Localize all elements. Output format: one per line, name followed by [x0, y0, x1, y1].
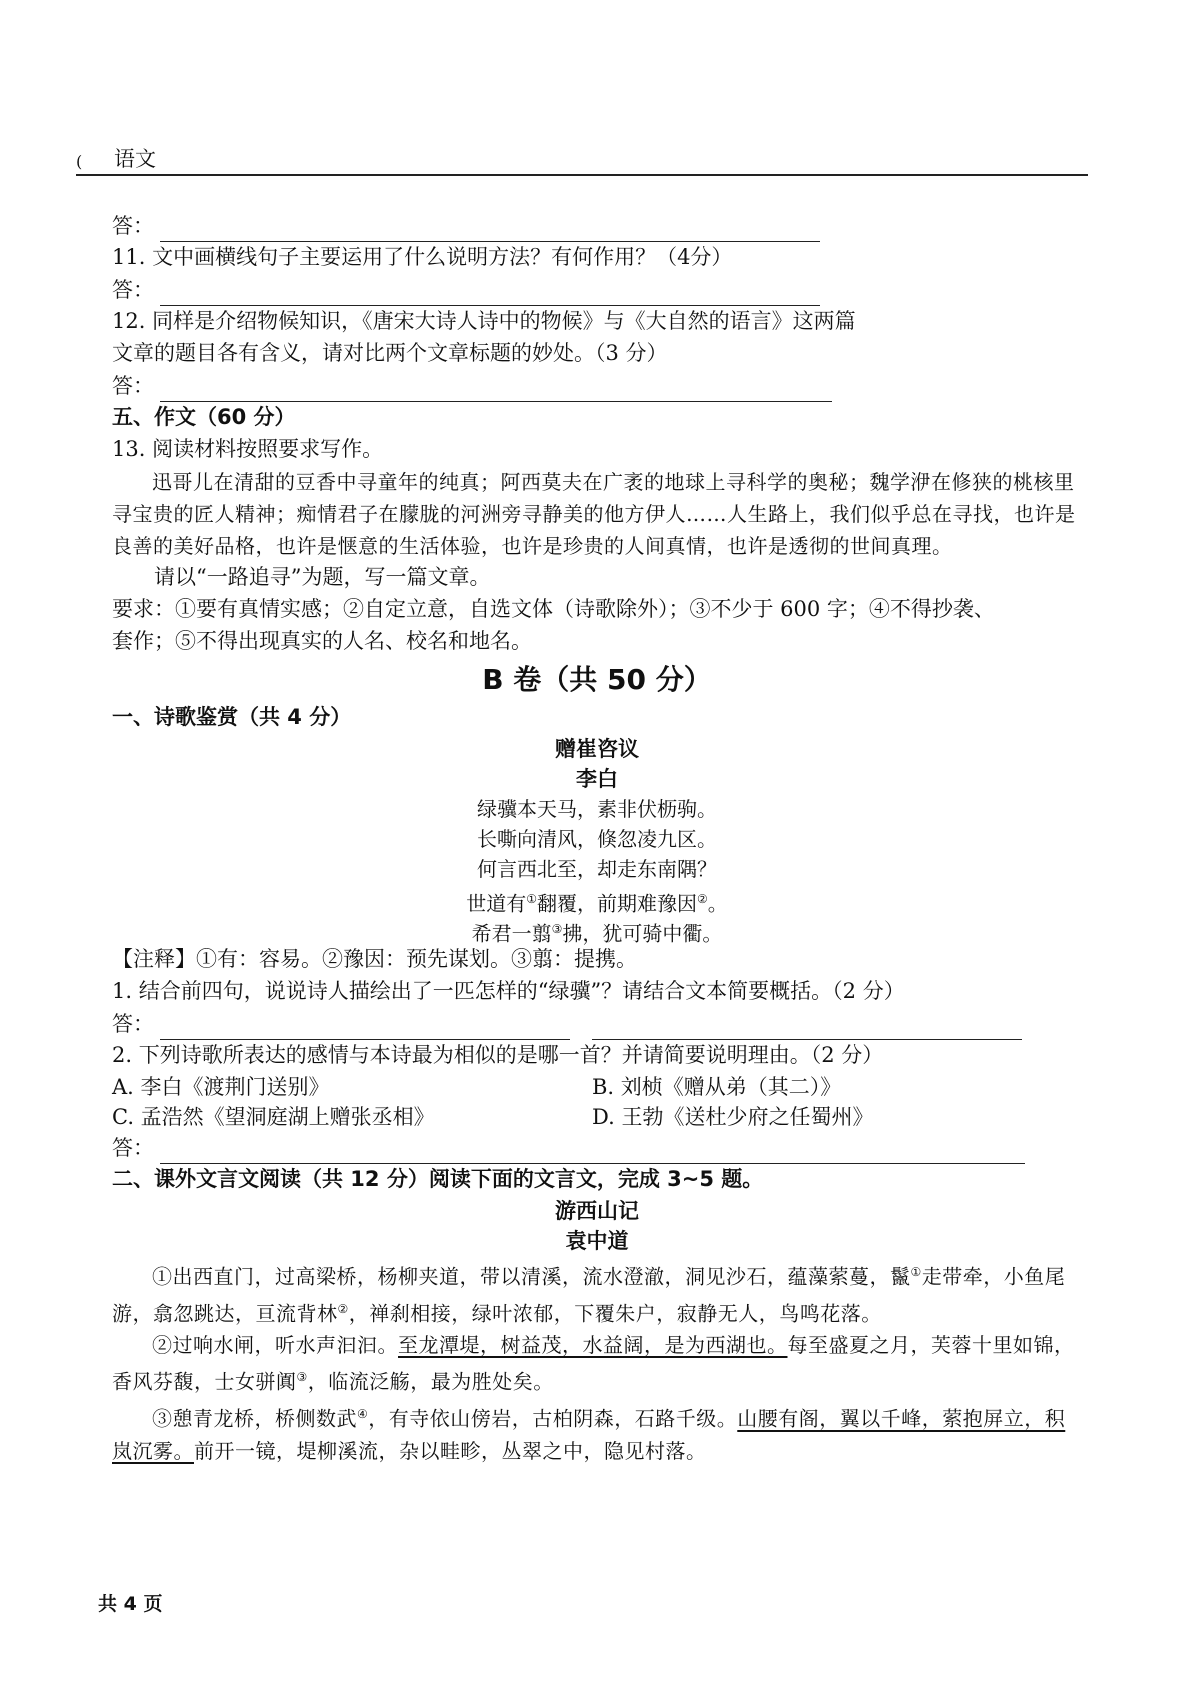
answer-label: 答： — [112, 1011, 154, 1036]
answer-rule — [160, 1143, 1025, 1164]
poem-title: 赠崔咨议 — [555, 737, 639, 761]
prose-text: ，有寺依山傍岩，古柏阴森，石路千级。 — [368, 1406, 738, 1431]
note-marker: ① — [526, 892, 537, 906]
note-marker: ② — [337, 1301, 349, 1316]
poem-text: 希君一翦 — [471, 921, 552, 946]
answer-line — [112, 210, 1082, 242]
answer-line — [112, 370, 1082, 402]
b-question-2: 2. 下列诗歌所表达的感情与本诗最为相似的是哪一首？并请简要说明理由。（2 分） — [112, 1043, 884, 1067]
answer-rule — [160, 221, 820, 242]
answer-label: 答： — [112, 373, 154, 398]
essay-material: 迅哥儿在清甜的豆香中寻童年的纯真；阿西莫夫在广袤的地球上寻科学的奥秘；魏学洢在修狭的桃核里寻宝贵的匠人精神；痴情君子在朦胧的河洲旁寻静美的他方伊人……人生路上，我们似乎总在寻找，也许是良善的美好品格，也许是惬意的生活体验，也许是珍贵的人间真情，也许是透彻的世间真理。 — [112, 470, 1076, 558]
question-11: 11. 文中画横线句子主要运用了什么说明方法？有何作用？（4分） — [112, 245, 733, 269]
prose-text: 走带牵，小鱼尾游，翕忽跳达，亘流背林 — [112, 1264, 1066, 1326]
prose-text: 前开一镜，堤柳溪流，杂以畦畛，丛翠之中，隐见村落。 — [194, 1438, 707, 1463]
underlined-sentence: 至龙潭堤，树益茂，水益阔，是为西湖也。 — [398, 1333, 788, 1358]
answer-line — [112, 1008, 1082, 1040]
answer-rule — [160, 381, 832, 402]
question-13: 13. 阅读材料按照要求写作。 — [112, 437, 384, 461]
prose-text: 每至盛夏之月，芙蓉十里如锦，香风芬馥，士女骈阗 — [112, 1333, 1075, 1394]
prose-text: ，禅刹相接，绿叶浓郁，下覆朱户，寂静无人，鸟鸣花落。 — [348, 1301, 882, 1326]
answer-label: 答： — [112, 213, 154, 238]
poem-text: 。 — [707, 891, 728, 916]
option-d: D. 王勃《送杜少府之任蜀州》 — [592, 1105, 874, 1129]
poem-text: 世道有 — [466, 891, 527, 916]
answer-line — [112, 274, 1082, 306]
poem-text: 拂，犹可骑中衢。 — [562, 921, 723, 946]
note-marker: ③ — [551, 922, 563, 936]
answer-line — [112, 1132, 1082, 1164]
prose-author: 袁中道 — [565, 1229, 629, 1253]
option-a: A. 李白《渡荆门送别》 — [112, 1075, 330, 1099]
prose-text: ①出西直门，过高梁桥，杨柳夹道，带以清溪，流水澄澈，洞见沙石，蕴藻萦蔓，鬣 — [152, 1264, 911, 1289]
prose-text: ③憩青龙桥，桥侧数武 — [152, 1406, 357, 1431]
underlined-sentence: 山腰有阁，翼以千峰，萦抱屏立，积岚沉雾。 — [112, 1406, 1066, 1463]
essay-requirements-line1: 要求：①要有真情实感；②自定立意，自选文体（诗歌除外）；③不少于 600 字；④不得抄袭、 — [112, 597, 995, 621]
prose-paragraph-1 — [112, 1256, 1082, 1329]
question-12-line1: 12. 同样是介绍物候知识，《唐宋大诗人诗中的物候》与《大自然的语言》这两篇 — [112, 309, 856, 333]
note-marker: ① — [910, 1265, 922, 1279]
poem-author: 李白 — [576, 767, 618, 791]
answer-rule — [592, 1019, 1022, 1040]
page-header — [76, 144, 1088, 176]
answer-label: 答： — [112, 277, 154, 302]
prose-title: 游西山记 — [555, 1199, 639, 1223]
question-12-line2: 文章的题目各有含义，请对比两个文章标题的妙处。（3 分） — [112, 341, 668, 365]
poem-line-1: 绿骥本天马，素非伏枥驹。 — [477, 797, 717, 821]
prose-text: ，临流泛觞，最为胜处矣。 — [307, 1369, 554, 1394]
prose-paragraph-3 — [112, 1398, 1082, 1467]
poem-line-3: 何言西北至，却走东南隅？ — [477, 857, 717, 881]
essay-requirements-line2: 套作；⑤不得出现真实的人名、校名和地名。 — [112, 629, 532, 653]
section-5-title: 五、作文（60 分） — [112, 405, 296, 429]
answer-rule — [160, 285, 820, 306]
note-marker: ③ — [296, 1370, 308, 1385]
b-question-1: 1. 结合前四句，说说诗人描绘出了一匹怎样的“绿骥”？请结合文本简要概括。（2 分） — [112, 979, 905, 1003]
b-section-1-title: 一、诗歌鉴赏（共 4 分） — [112, 705, 352, 729]
options-grid — [112, 1072, 1082, 1132]
prose-text: ②过响水闸，听水声汩汩。 — [152, 1333, 398, 1358]
note-marker: ④ — [357, 1406, 369, 1421]
section-b-title: B 卷（共 50 分） — [482, 663, 712, 696]
prose-paragraph-2 — [112, 1329, 1082, 1398]
page-footer: 共 4 页 — [98, 1593, 163, 1615]
page-content — [112, 210, 1082, 1467]
option-c: C. 孟浩然《望洞庭湖上赠张丞相》 — [112, 1105, 435, 1129]
poem-notes: 【注释】①有：容易。②豫因：预先谋划。③翦：提携。 — [112, 947, 637, 971]
poem-line-2: 长嘶向清风，倏忽凌九区。 — [477, 827, 717, 851]
header-mark: ( — [76, 152, 83, 171]
poem-line-5 — [112, 914, 1082, 944]
note-marker: ② — [697, 892, 708, 906]
b-section-2-title: 二、课外文言文阅读（共 12 分）阅读下面的文言文，完成 3~5 题。 — [112, 1167, 764, 1191]
option-b: B. 刘桢《赠从弟（其二）》 — [592, 1075, 842, 1099]
subject-label: 语文 — [114, 147, 156, 171]
essay-prompt: 请以“一路追寻”为题，写一篇文章。 — [154, 565, 491, 589]
answer-label: 答： — [112, 1135, 154, 1160]
answer-rule — [160, 1019, 570, 1040]
poem-line-4 — [112, 884, 1082, 914]
poem-text: 翻覆，前期难豫因 — [537, 891, 697, 916]
